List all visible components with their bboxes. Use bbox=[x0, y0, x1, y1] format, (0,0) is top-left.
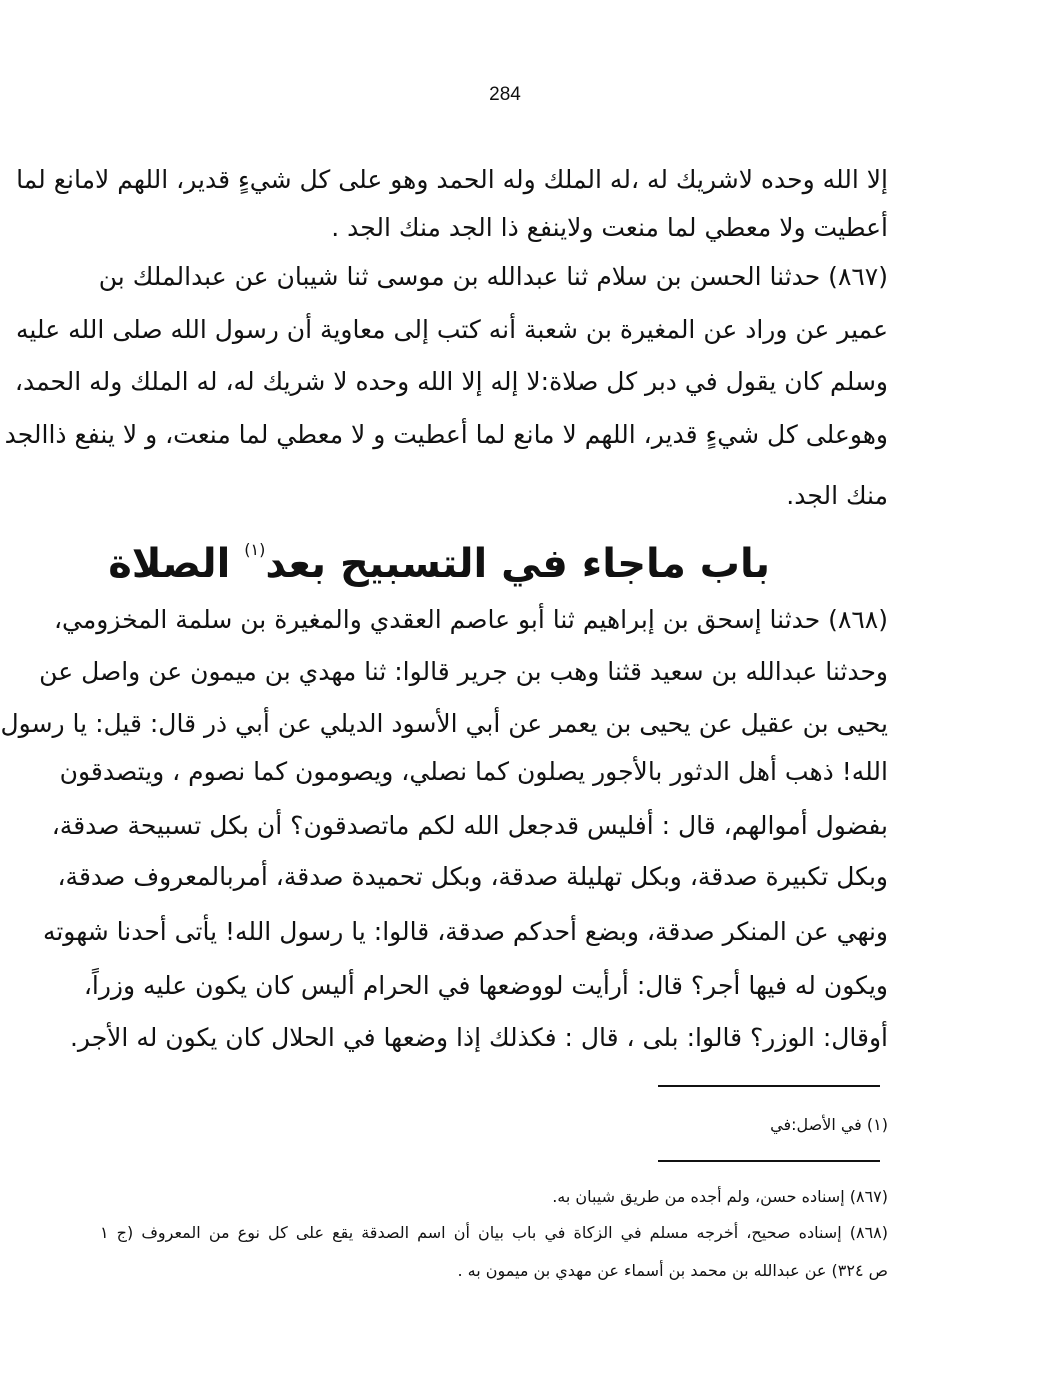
text-line: (٨٦٨) حدثنا إسحق بن إبراهيم ثنا أبو عاصم العقدي والمغيرة بن سلمة المخزومي، bbox=[53, 605, 888, 634]
footnote: (١) في الأصل:في bbox=[770, 1115, 888, 1134]
footnote-marker: (١) bbox=[244, 540, 266, 559]
notes-separator bbox=[658, 1160, 880, 1162]
text-line: وهوعلى كل شيءٍ قدير، اللهم لا مانع لما أعطيت و لا معطي لما منعت، و لا ينفع ذاالجد bbox=[4, 420, 888, 449]
text-line: ونهي عن المنكر صدقة، وبضع أحدكم صدقة، قالوا: يا رسول الله! يأتى أحدنا شهوته bbox=[42, 917, 888, 946]
text-line: وحدثنا عبدالله بن سعيد قثنا وهب بن جرير قالوا: ثنا مهدي بن ميمون عن واصل عن bbox=[39, 657, 888, 686]
text-line: إلا الله وحده لاشريك له ،له الملك وله الحمد وهو على كل شيءٍ قدير، اللهم لامانع لما bbox=[16, 165, 888, 194]
chapter-heading-text: الصلاة bbox=[108, 541, 231, 587]
text-line: أوقال: الوزر؟ قالوا: بلى ، قال : فكذلك إذا وضعها في الحلال كان يكون له الأجر. bbox=[69, 1023, 888, 1052]
source-note: (٨٦٨) إسناده صحيح، أخرجه مسلم في الزكاة في باب بيان أن اسم الصدقة يقع على كل نوع من المعروف (ج ١ bbox=[100, 1223, 888, 1242]
text-line: أعطيت ولا معطي لما منعت ولاينفع ذا الجد منك الجد . bbox=[331, 213, 888, 242]
source-note: ص ٣٢٤) عن عبدالله بن محمد بن أسماء عن مهدي بن ميمون به . bbox=[457, 1261, 888, 1280]
chapter-heading-text: باب ماجاء في التسبيح بعد bbox=[265, 541, 770, 587]
text-line: ويكون له فيها أجر؟ قال: أرأيت لووضعها في الحرام أليس كان يكون عليه وزراً، bbox=[83, 971, 888, 1000]
text-line: يحيى بن عقيل عن يحيى بن يعمر عن أبي الأسود الديلي عن أبي ذر قال: قيل: يا رسول bbox=[0, 709, 888, 738]
text-line: وبكل تكبيرة صدقة، وبكل تهليلة صدقة، وبكل تحميدة صدقة، أمربالمعروف صدقة، bbox=[57, 862, 888, 891]
text-line: وسلم كان يقول في دبر كل صلاة:لا إله إلا الله وحده لا شريك له، له الملك وله الحمد، bbox=[14, 367, 888, 396]
page-number: 284 bbox=[489, 84, 521, 105]
text-line: بفضول أموالهم، قال : أفليس قدجعل الله لكم ماتصدقون؟ أن بكل تسبيحة صدقة، bbox=[51, 811, 888, 840]
source-note: (٨٦٧) إسناده حسن، ولم أجده من طريق شيبان به. bbox=[552, 1187, 888, 1206]
text-line: منك الجد. bbox=[786, 481, 888, 510]
chapter-heading bbox=[108, 520, 770, 594]
text-line: عمير عن وراد عن المغيرة بن شعبة أنه كتب إلى معاوية أن رسول الله صلى الله عليه bbox=[15, 315, 888, 344]
text-line: الله! ذهب أهل الدثور بالأجور يصلون كما نصلي، ويصومون كما نصوم ، ويتصدقون bbox=[59, 757, 888, 786]
text-line: (٨٦٧) حدثنا الحسن بن سلام ثنا عبدالله بن موسى ثنا شيبان عن عبدالملك بن bbox=[98, 262, 888, 291]
footnote-separator bbox=[658, 1085, 880, 1087]
